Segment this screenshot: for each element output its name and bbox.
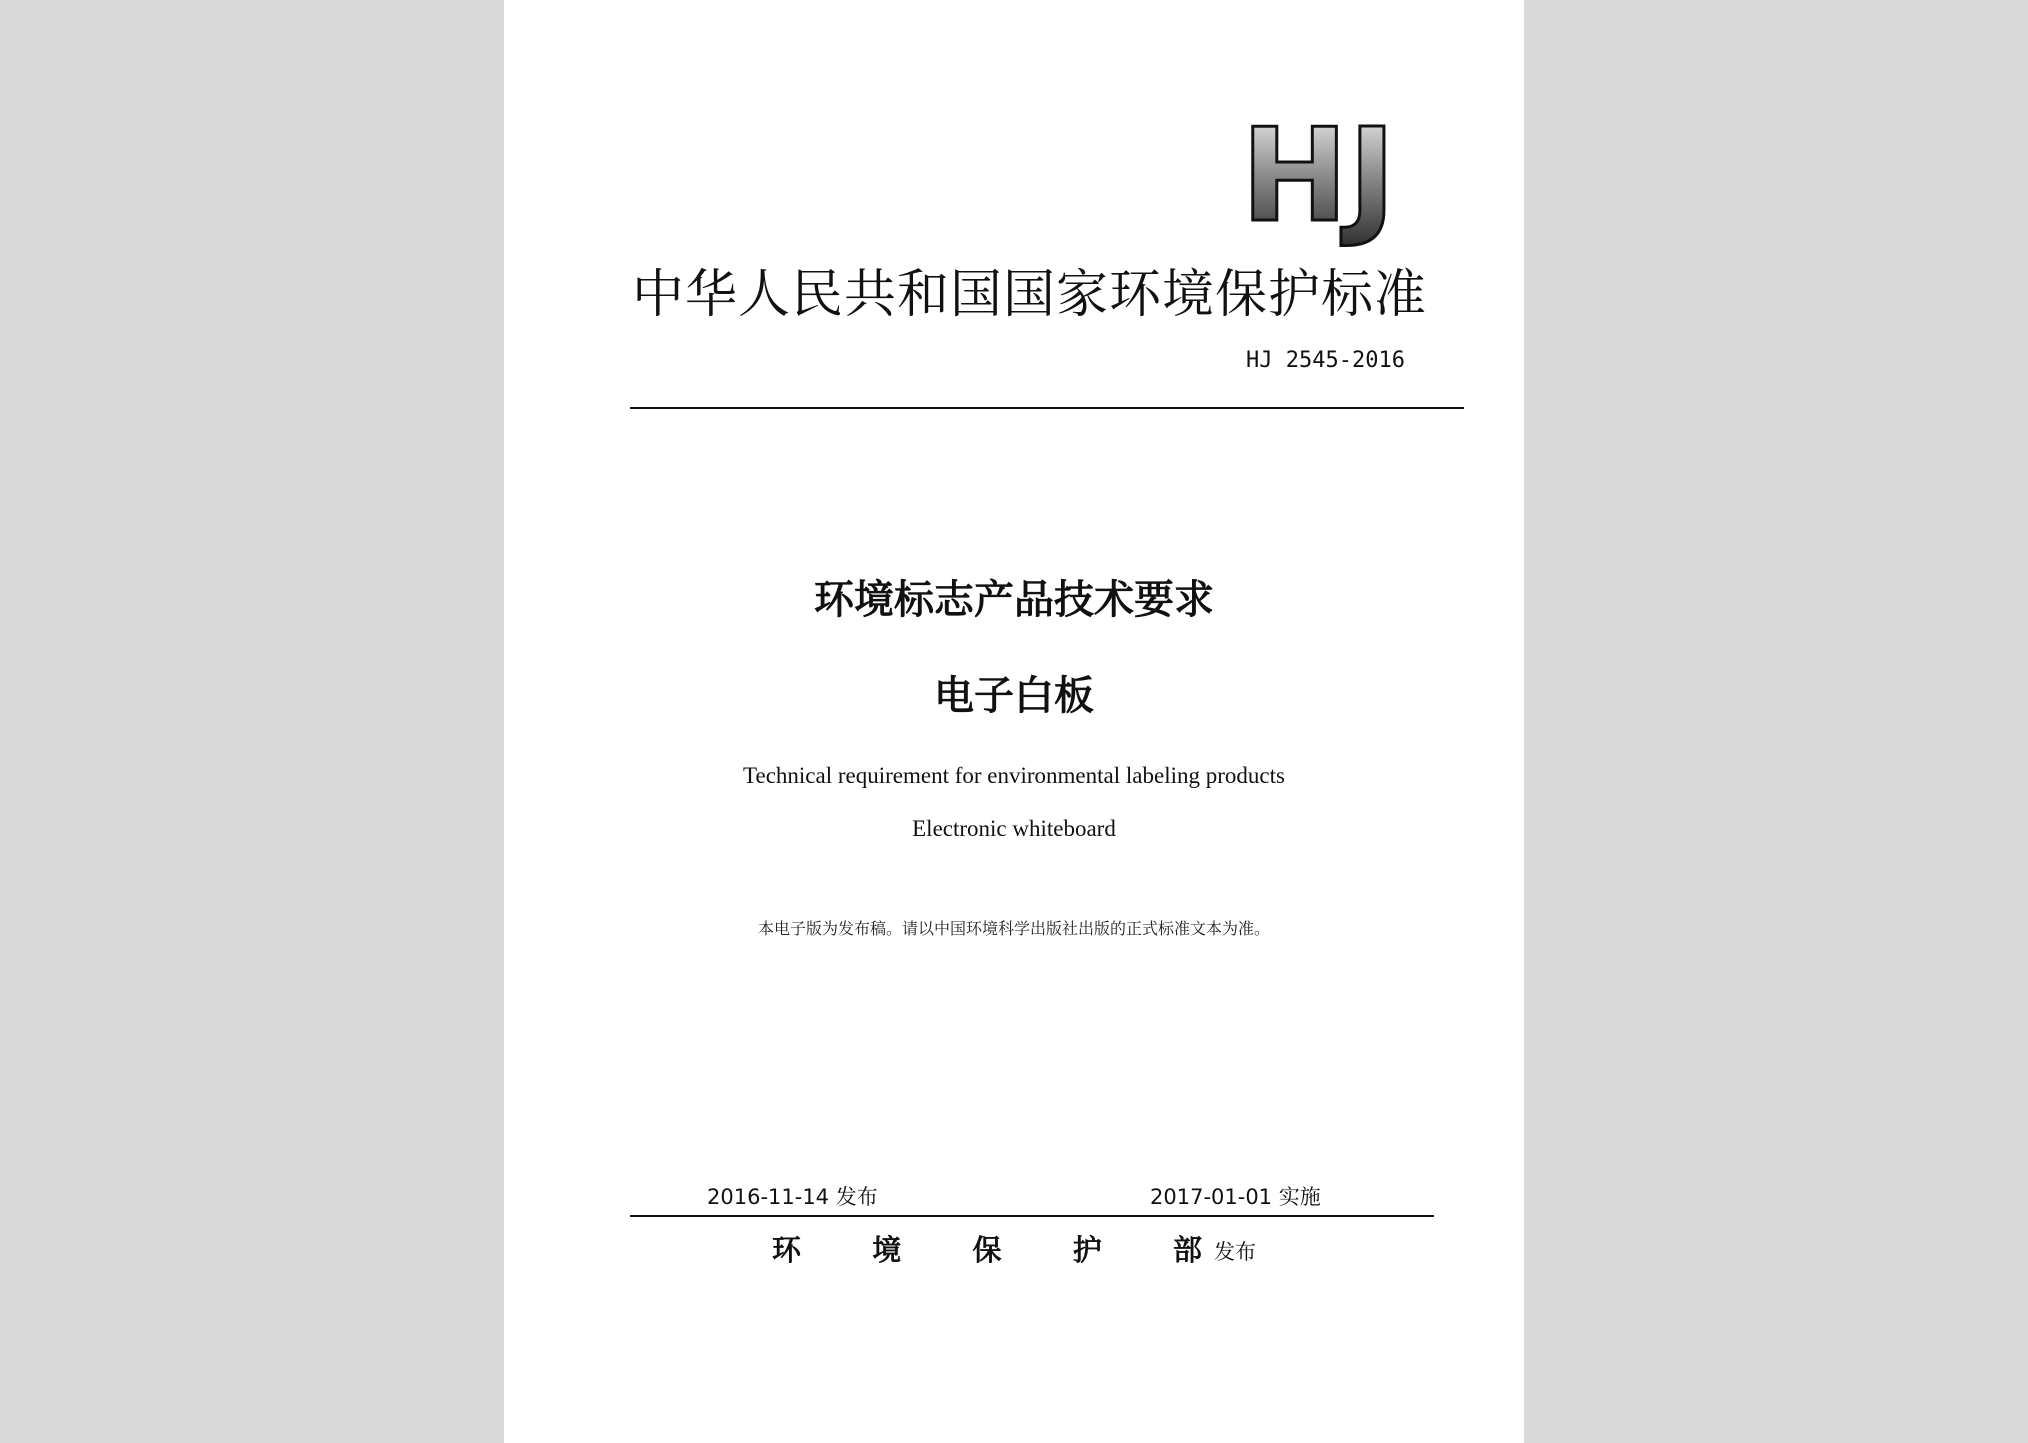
organization-title: 中华人民共和国国家环境保护标准 <box>632 265 1428 325</box>
publisher-char: 境 <box>872 1233 902 1267</box>
publisher-char: 保 <box>972 1233 1002 1267</box>
title-cn-line1: 环境标志产品技术要求 <box>814 577 1214 623</box>
bottom-divider <box>630 1215 1434 1217</box>
top-divider <box>630 407 1464 409</box>
publisher-char: 环 <box>772 1233 802 1267</box>
publisher-char: 部 <box>1172 1233 1202 1267</box>
title-en-line1: Technical requirement for environmental labeling products <box>743 763 1285 788</box>
standard-number: HJ 2545-2016 <box>1246 348 1405 373</box>
document-page <box>504 0 1524 1443</box>
hj-logo <box>1237 98 1427 248</box>
electronic-version-note: 本电子版为发布稿。请以中国环境科学出版社出版的正式标准文本为准。 <box>757 919 1270 938</box>
title-en-line2: Electronic whiteboard <box>912 816 1116 841</box>
title-cn-line2: 电子白板 <box>934 673 1094 719</box>
publisher-char: 护 <box>1072 1233 1102 1267</box>
hj-logo-text: HJ <box>1241 102 1396 248</box>
publisher-name <box>772 1228 1202 1272</box>
implement-date: 2017-01-01 实施 <box>1150 1185 1321 1209</box>
issue-date: 2016-11-14 发布 <box>707 1185 878 1209</box>
publisher-suffix: 发布 <box>1214 1240 1256 1264</box>
